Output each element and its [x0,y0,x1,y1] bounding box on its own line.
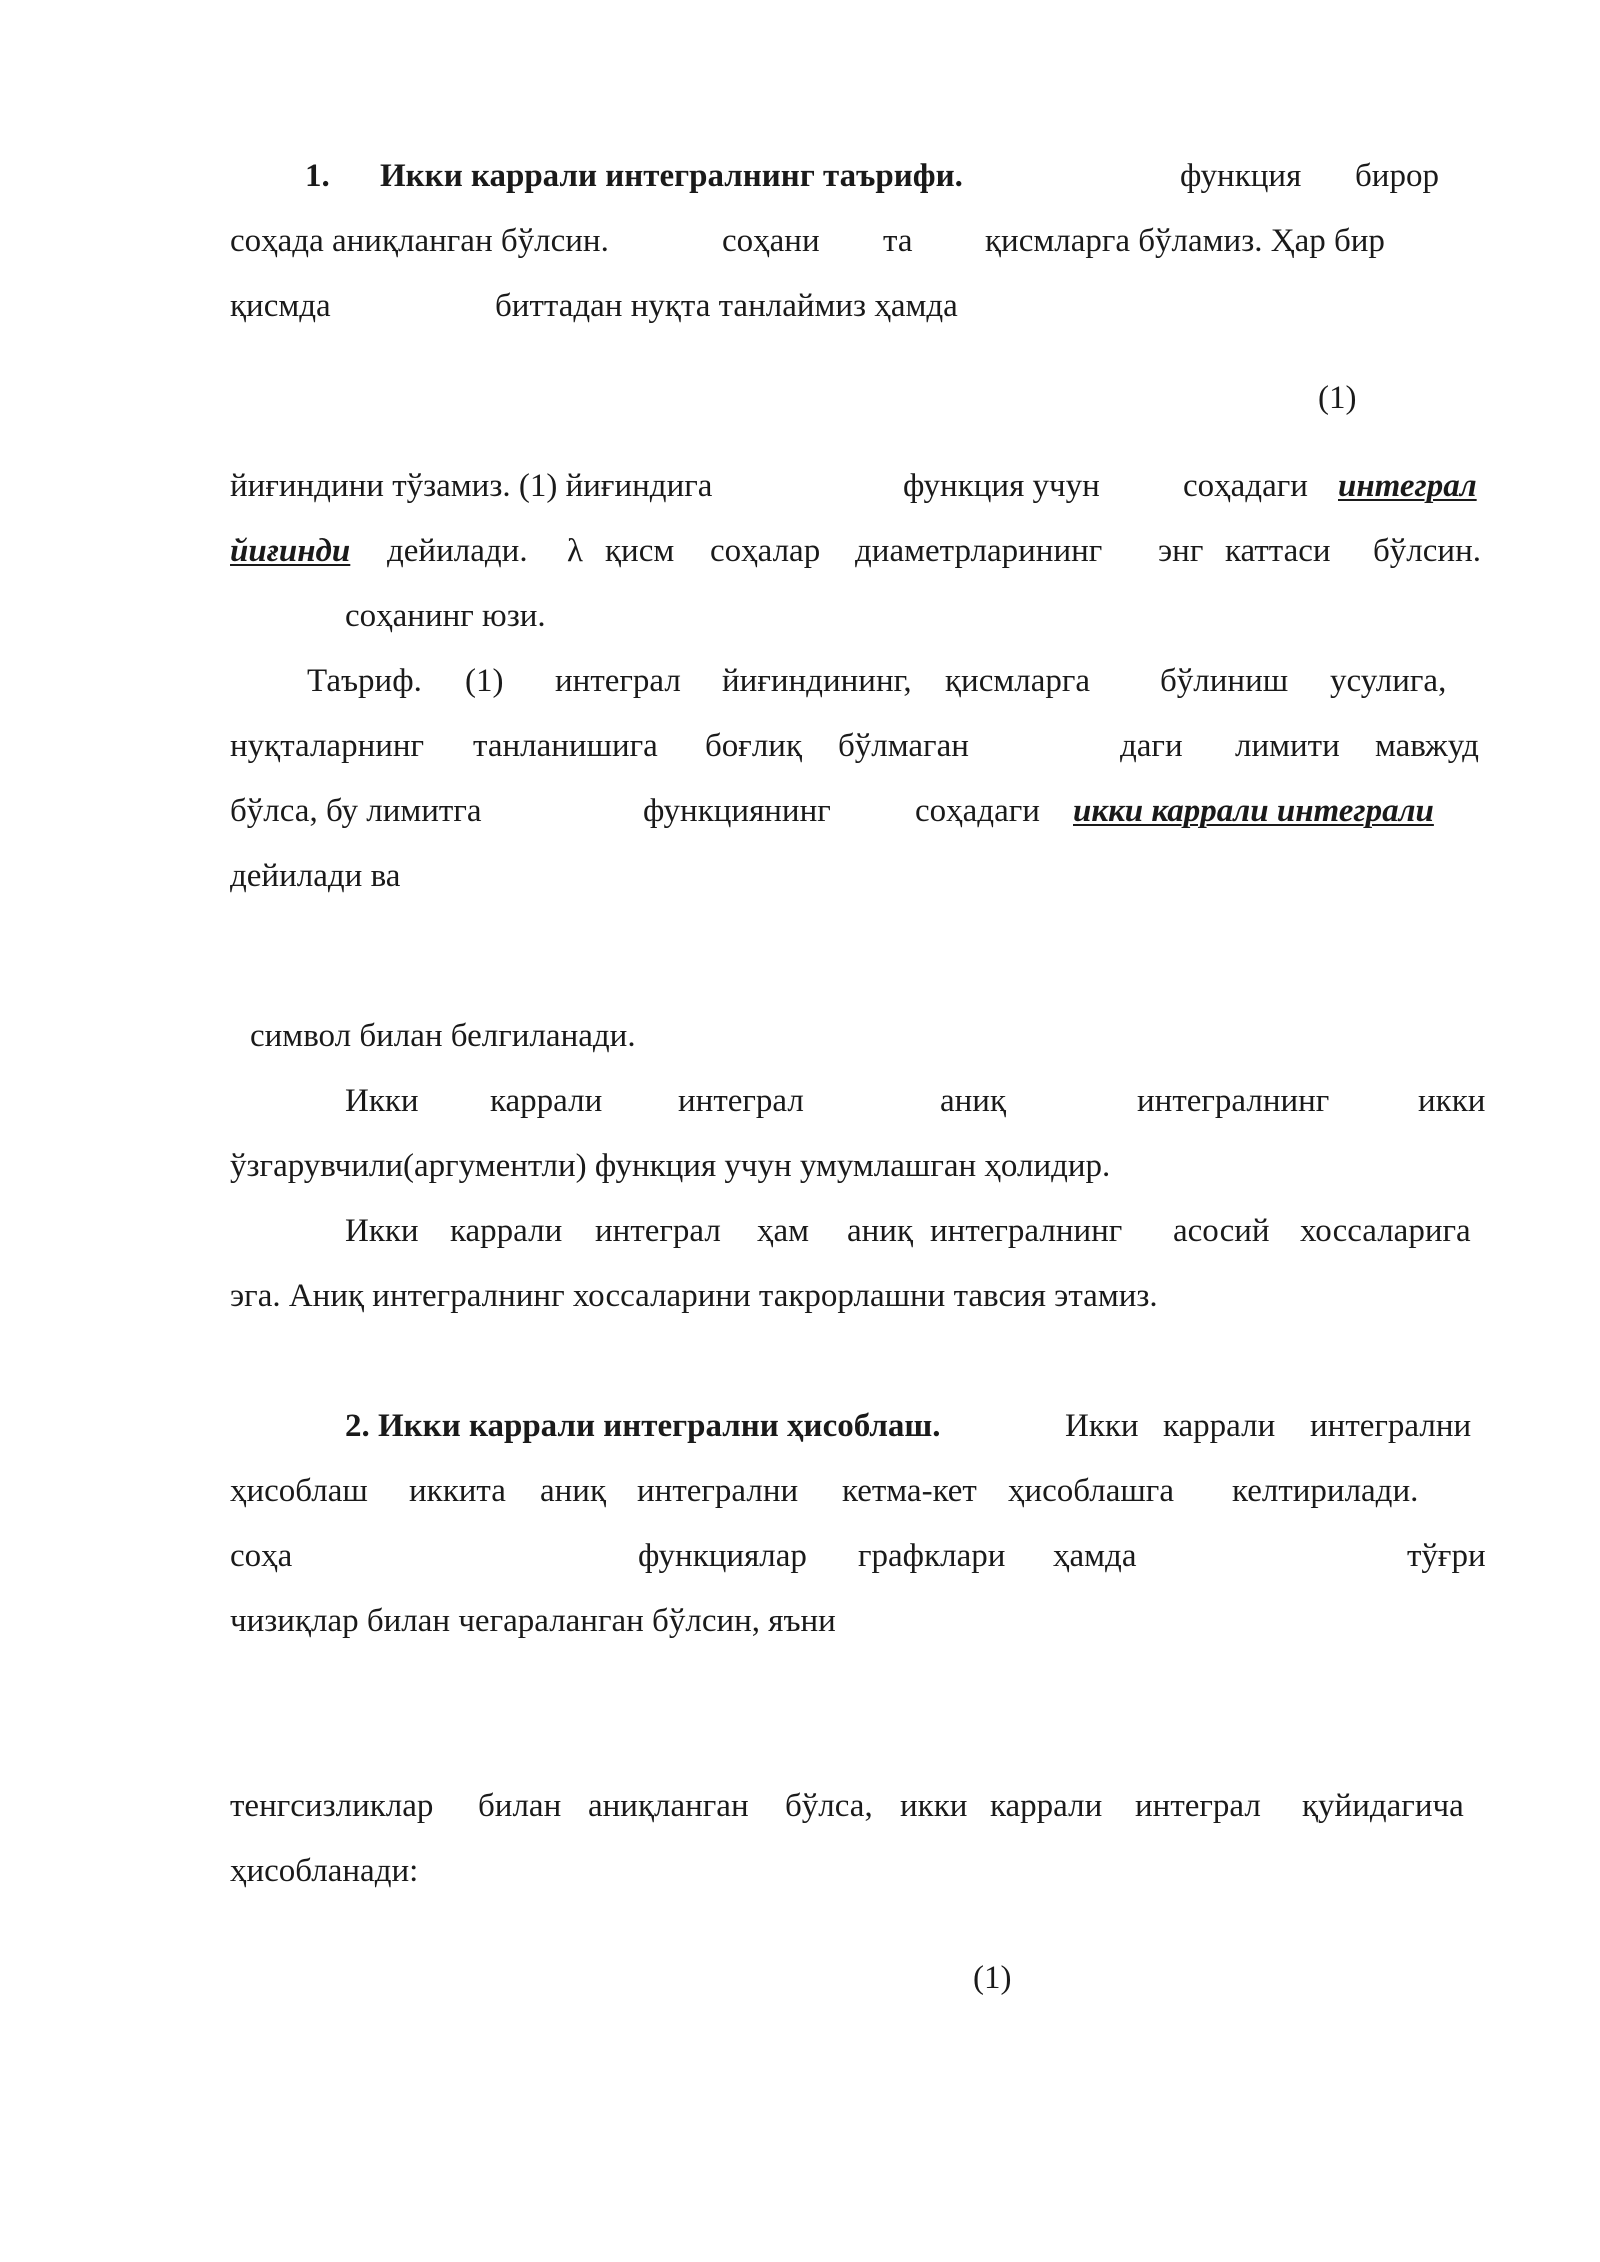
equation-number: (1) [1318,380,1357,416]
term-double-integral: икки каррали интеграли [1073,793,1434,829]
lambda-symbol: λ [567,533,584,569]
text-span: даги [1120,728,1183,764]
text-span: интегралнинг [930,1213,1123,1249]
text-span: Икки [1065,1408,1139,1444]
text-span: функциялар [638,1538,807,1574]
text-span: бўлсин. [1373,533,1481,569]
text-span: биттадан нуқта танлаймиз ҳамда [495,288,958,324]
text-span: та [883,223,913,259]
text-span: каррали [1163,1408,1276,1444]
text-span: интеграл [595,1213,721,1249]
text-span: дейилади ва [230,858,401,894]
text-span: ўзгарувчили(аргументли) функция учун умумлашган ҳолидир. [230,1148,1111,1184]
text-span: аниқланган [588,1788,749,1824]
section-heading: Икки каррали интегралнинг таърифи. [380,158,963,194]
text-span: келтирилади. [1232,1473,1419,1509]
term-integral-sum: интеграл [1338,468,1477,504]
text-span: соҳа [230,1538,293,1574]
text-span: диаметрларининг [855,533,1103,569]
term-integral-sum: йиғинди [230,533,351,569]
text-span: Икки [345,1083,419,1119]
text-span: каррали [450,1213,563,1249]
text-span: энг [1158,533,1204,569]
text-span: каррали [490,1083,603,1119]
text-span: қисм [605,533,675,569]
text-span: боғлиқ [705,728,802,764]
text-span: символ билан белгиланади. [250,1018,636,1054]
text-span: хоссаларига [1300,1213,1471,1249]
text-span: танланишига [473,728,658,764]
text-span: мавжуд [1375,728,1479,764]
text-span: икки [1418,1083,1486,1119]
text-span: интегрални [637,1473,799,1509]
text-span: лимити [1235,728,1340,764]
text-span: аниқ [847,1213,913,1249]
text-span: йиғиндини тўзамиз. (1) йиғиндига [230,468,713,504]
text-span: каттаси [1225,533,1331,569]
text-span: интегрални [1310,1408,1472,1444]
text-span: ҳам [757,1213,810,1249]
text-span: қисмларга бўламиз. Ҳар бир [985,223,1385,259]
text-span: соҳадаги [915,793,1040,829]
text-span: графклари [858,1538,1006,1574]
text-span: функция учун [903,468,1100,504]
text-span: аниқ [940,1083,1006,1119]
text-span: икки [900,1788,968,1824]
section-number: 1. [305,158,330,194]
definition-label: Таъриф. [307,663,422,699]
text-span: билан [478,1788,562,1824]
section-heading: 2. Икки каррали интегрални ҳисоблаш. [345,1408,941,1444]
text-span: соҳанинг юзи. [345,598,546,634]
text-span: тўғри [1407,1538,1486,1574]
text-span: соҳалар [710,533,821,569]
text-span: интегралнинг [1137,1083,1330,1119]
text-span: интеграл [678,1083,804,1119]
text-span: бўлса, бу лимитга [230,793,482,829]
text-span: дейилади. [387,533,528,569]
text-span: ҳисоблашга [1008,1473,1174,1509]
text-span: асосий [1173,1213,1270,1249]
text-span: иккита [409,1473,506,1509]
text-span: чизиқлар билан чегараланган бўлсин, яъни [230,1603,836,1639]
text-span: аниқ [540,1473,606,1509]
text-span: усулига, [1330,663,1447,699]
text-span: функция [1180,158,1302,194]
text-span: соҳада аниқланган бўлсин. [230,223,609,259]
text-span: ҳамда [1053,1538,1137,1574]
equation-number: (1) [973,1960,1012,1996]
text-span: функциянинг [643,793,831,829]
text-span: нуқталарнинг [230,728,425,764]
text-span: бўлмаган [838,728,969,764]
text-span: тенгсизликлар [230,1788,434,1824]
text-span: интеграл [1135,1788,1261,1824]
text-span: қисмда [230,288,331,324]
text-span: кетма-кет [842,1473,977,1509]
text-span: эга. Аниқ интегралнинг хоссаларини такрорлашни тавсия этамиз. [230,1278,1158,1314]
text-span: ҳисоблаш [230,1473,368,1509]
text-span: қисмларга [945,663,1091,699]
text-span: бўлса, [785,1788,873,1824]
text-span: бўлиниш [1160,663,1289,699]
text-span: бирор [1355,158,1439,194]
text-span: ҳисобланади: [230,1853,419,1889]
text-span: интеграл [555,663,681,699]
text-span: (1) [465,663,504,699]
text-span: қуйидагича [1302,1788,1464,1824]
text-span: соҳани [722,223,820,259]
text-span: Икки [345,1213,419,1249]
text-span: каррали [990,1788,1103,1824]
text-span: йиғиндининг, [722,663,912,699]
text-span: соҳадаги [1183,468,1308,504]
